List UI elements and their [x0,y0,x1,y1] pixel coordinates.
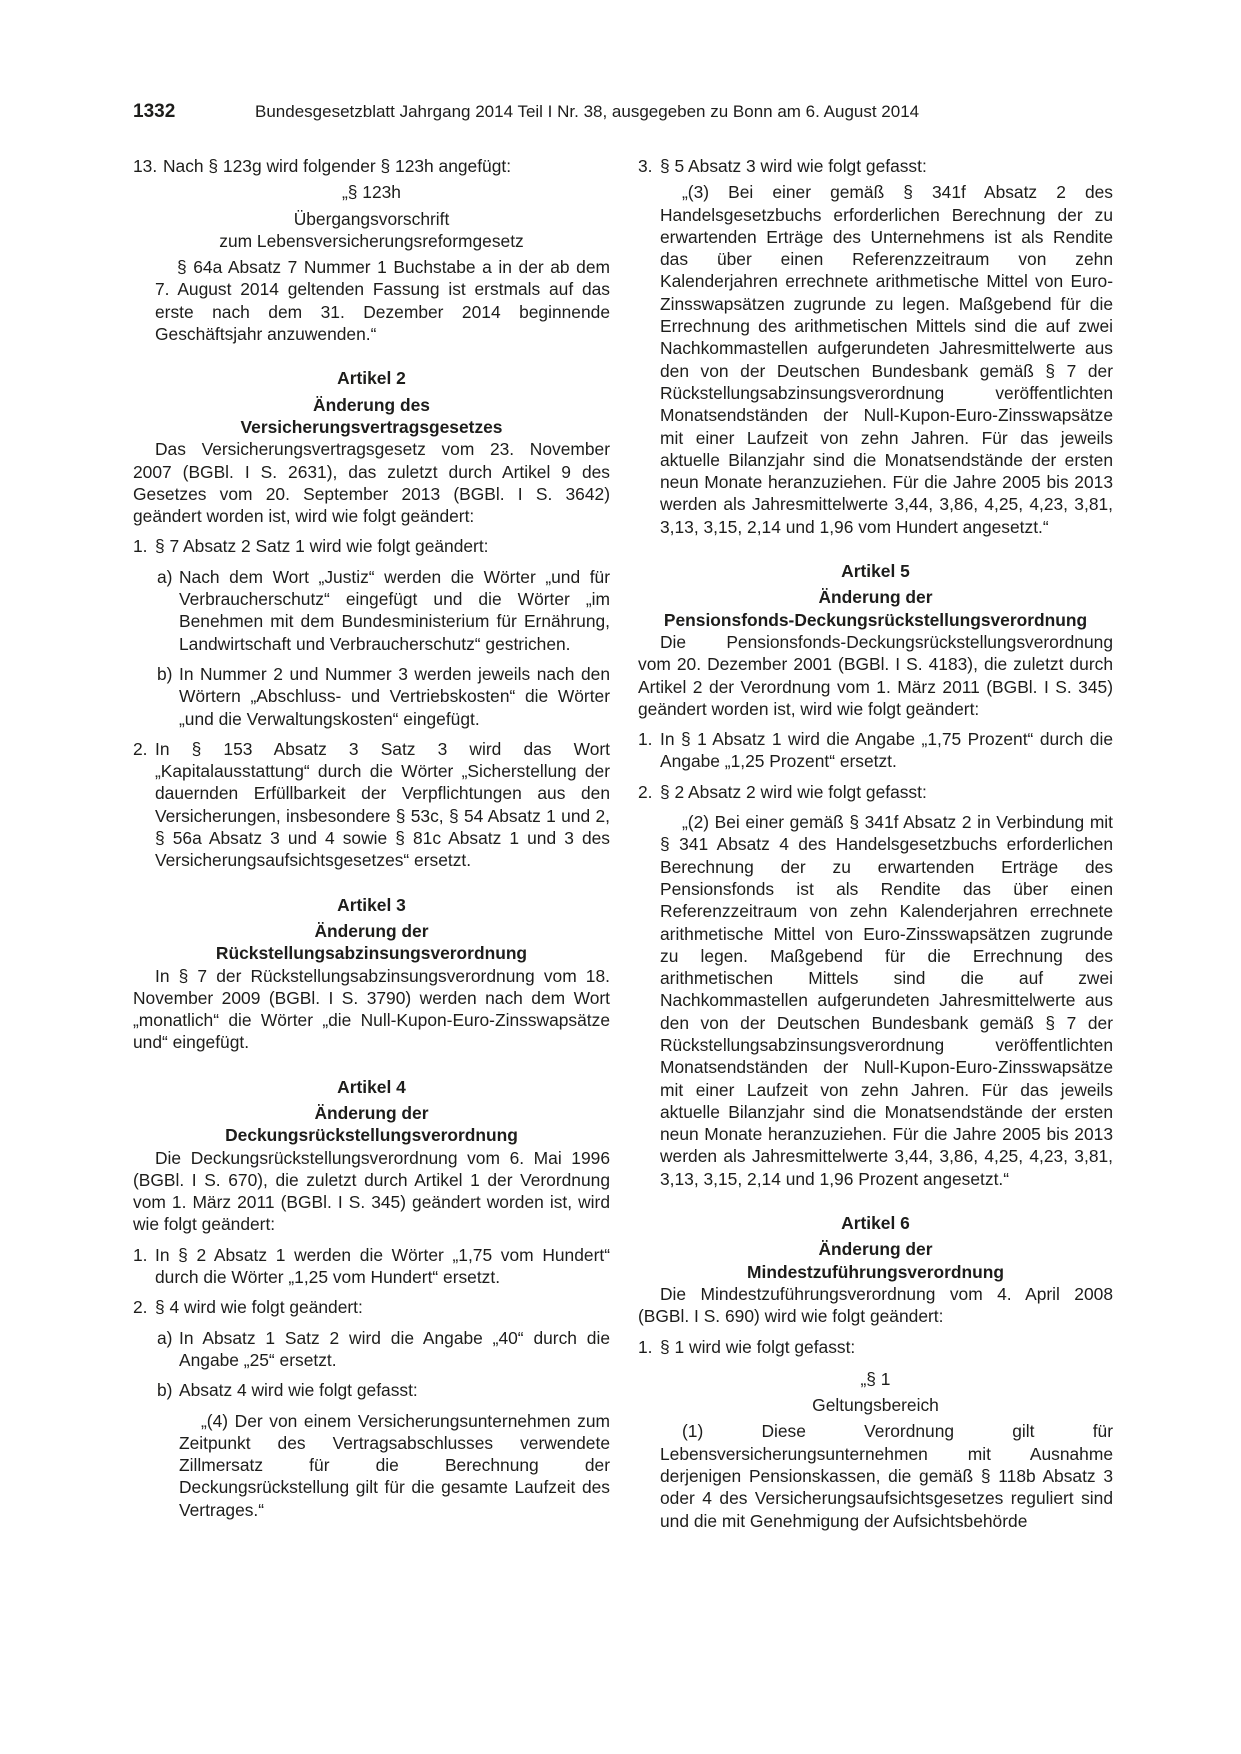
item-text: Nach § 123g wird folgender § 123h angefügt: [163,156,512,176]
section-123h-heading: „§ 123h [342,182,401,203]
item-text: In Absatz 1 Satz 2 wird die Angabe „40“ durch die Angabe „25“ ersetzt. [179,1327,610,1370]
article-5-title-line1: Änderung der [818,587,933,608]
item-13 [133,155,610,177]
item-number: 1. [638,1336,653,1357]
item-number: 1. [638,729,653,750]
item-number: 13. [133,156,158,176]
article-4-item-2a [133,1327,610,1372]
article-5-item-2 [638,781,1113,803]
article-5-title-line2: Pensionsfonds-Deckungsrückstellungsverordnung [663,609,1088,630]
article-2-item-1 [133,535,610,557]
item-text: Absatz 4 wird wie folgt gefasst: [179,1380,418,1401]
article-6-title-line2: Mindestzuführungsverordnung [747,1261,1004,1282]
item-number: 2. [638,781,653,802]
article-2-label: Artikel 2 [337,368,406,389]
page-header [133,101,988,125]
item-number: 2. [133,1297,148,1318]
section-123h-title-line1: Übergangsvorschrift [293,208,450,229]
page-number: 1332 [133,101,176,122]
article-3-label: Artikel 3 [337,894,406,915]
item-letter: a) [157,566,173,587]
item-text: § 2 Absatz 2 wird wie folgt gefasst: [660,781,927,802]
article-3-title-line1: Änderung der [314,920,429,941]
item-text: § 1 wird wie folgt gefasst: [660,1336,856,1357]
article-5-quoted-paragraph: „(2) Bei einer gemäß § 341f Absatz 2 in Verbindung mit § 341 Absatz 4 des Handelsgesetzbuchs erforderlichen Berechnung der zu erwartenden Erträge des Pensionsfonds ist als Rendite das über einen Referenzzeitraum von zehn Kalenderjahren errechnete arithmetische Mittel von Euro-Zinsswapsätzen zugrunde zu legen. Maßgebend für die Errechnung des arithmetischen Mittels sind die auf zwei Nachkommastellen aufgerundeten Jahresmittelwerte aus den von der Deutschen Bundesbank gemäß § 7 der Rückstellungsabzinsungsverordnung veröffentlichten Monatsendständen der Null-Kupon-Euro-Zinsswapsätze mit einer Laufzeit von zehn Jahren. Für das jeweils aktuelle Bilanzjahr sind die Monatsendstände der ersten neun Monate heranzuziehen. Für die Jahre 2005 bis 2013 werden als Jahresmittelwerte 3,44, 3,86, 4,25, 4,23, 3,81, 3,13, 3,15, 2,14 und 1,96 Prozent angesetzt.“ [660,812,1113,1189]
section-1-title: Geltungsbereich [812,1395,939,1416]
item-letter: b) [157,1380,173,1401]
section-123h-body: § 64a Absatz 7 Nummer 1 Buchstabe a in der ab dem 7. August 2014 geltenden Fassung ist erstmals auf das erste nach dem 31. Dezember 2014 beginnende Geschäftsjahr anzuwenden.“ [155,257,610,345]
item-number: 1. [133,1244,148,1265]
item-text: § 4 wird wie folgt geändert: [155,1297,363,1318]
item-text: Nach dem Wort „Justiz“ werden die Wörter „und für Verbraucherschutz“ eingefügt und die Wörter „im Benehmen mit dem Bundesministerium für Ernährung, Landwirtschaft und Verbraucherschutz“ gestrichen. [179,566,610,654]
section-123h-title-line2: zum Lebensversicherungsreformgesetz [219,230,524,251]
article-6-intro: Die Mindestzuführungsverordnung vom 4. April 2008 (BGBl. I S. 690) wird wie folgt geändert: [638,1283,1113,1327]
article-5-item-1 [638,728,1113,773]
article-3-title-line2: Rückstellungsabzinsungsverordnung [215,943,528,964]
article-5-label: Artikel 5 [841,561,910,582]
item-number: 1. [133,536,148,557]
article-4-quoted-paragraph: „(4) Der von einem Versicherungsunternehmen zum Zeitpunkt des Vertragsabschlusses verwendete Zillmersatz für die Berechnung der Deckungsrückstellung gilt für die gesamte Laufzeit des Vertrages.“ [179,1410,610,1520]
item-text: In Nummer 2 und Nummer 3 werden jeweils nach den Wörtern „Abschluss- und Vertriebskosten“ die Wörter „und die Verwaltungskosten“ eingefügt. [179,663,610,729]
article-4-title-line2: Deckungsrückstellungsverordnung [225,1125,518,1146]
item-text: In § 153 Absatz 3 Satz 3 wird das Wort „Kapitalausstattung“ durch die Wörter „Sicherstellung der dauernden Erfüllbarkeit der Verpflichtungen aus den Versicherungen, insbesondere § 53c, § 54 Absatz 1 und 2, § 56a Absatz 3 und 4 sowie § 81c Absatz 1 und 3 des Versicherungsaufsichtsgesetzes“ ersetzt. [155,738,610,871]
item-3 [638,155,1113,177]
article-3-body: In § 7 der Rückstellungsabzinsungsverordnung vom 18. November 2009 (BGBl. I S. 3790) werden nach dem Wort „monatlich“ die Wörter „die Null-Kupon-Euro-Zinsswapsätze und“ eingefügt. [133,965,610,1053]
item-text: In § 1 Absatz 1 wird die Angabe „1,75 Prozent“ durch die Angabe „1,25 Prozent“ ersetzt. [660,729,1113,772]
left-column [133,155,610,1521]
article-4-item-2 [133,1296,610,1318]
item-text: § 7 Absatz 2 Satz 1 wird wie folgt geändert: [155,536,489,557]
article-2-title-line2: Versicherungsvertragsgesetzes [240,416,503,437]
item-text: In § 2 Absatz 1 werden die Wörter „1,75 vom Hundert“ durch die Wörter „1,25 vom Hundert“ ersetzt. [155,1244,610,1288]
article-4-item-1 [133,1244,610,1289]
section-1-body: (1) Diese Verordnung gilt für Lebensversicherungsunternehmen mit Ausnahme derjenigen Pensionskassen, die gemäß § 118b Absatz 3 oder 4 des Versicherungsaufsichtsgesetzes reguliert sind und die mit Genehmigung der Aufsichtsbehörde [660,1421,1113,1531]
article-4-intro: Die Deckungsrückstellungsverordnung vom 6. Mai 1996 (BGBl. I S. 670), die zuletzt durch Artikel 1 der Verordnung vom 1. März 2011 (BGBl. I S. 345) geändert worden ist, wird wie folgt geändert: [133,1147,610,1235]
item-text: § 5 Absatz 3 wird wie folgt gefasst: [660,156,927,176]
article-4-label: Artikel 4 [337,1076,406,1097]
item-letter: b) [157,663,173,684]
article-2-item-2 [133,738,610,872]
article-5-intro: Die Pensionsfonds-Deckungsrückstellungsverordnung vom 20. Dezember 2001 (BGBl. I S. 4183), die zuletzt durch Artikel 2 der Verordnung vom 1. März 2011 (BGBl. I S. 345) geändert worden ist, wird wie folgt geändert: [638,631,1113,719]
article-4-title-line1: Änderung der [314,1102,429,1123]
item-letter: a) [157,1327,173,1348]
article-6-title-line1: Änderung der [818,1239,933,1260]
article-2-item-1a [133,566,610,655]
section-1-heading: „§ 1 [860,1368,891,1389]
article-2-title-line1: Änderung des [313,394,430,415]
item-number: 2. [133,738,148,759]
running-title: Bundesgesetzblatt Jahrgang 2014 Teil I Nr. 38, ausgegeben zu Bonn am 6. August 2014 [255,102,920,121]
section-5-quoted-paragraph: „(3) Bei einer gemäß § 341f Absatz 2 des Handelsgesetzbuchs erforderlichen Berechnung der zu erwartenden Erträge des Unternehmens ist als Rendite das über einen Referenzzeitraum von zehn Kalenderjahren errechnete arithmetische Mittel von Euro-Zinsswapsätzen zugrunde zu legen. Maßgebend für die Errechnung des arithmetischen Mittels sind die auf zwei Nachkommastellen aufgerundeten Jahresmittelwerte aus den von der Deutschen Bundesbank gemäß § 7 der Rückstellungsabzinsungsverordnung veröffentlichten Monatsendständen der Null-Kupon-Euro-Zinsswapsätze mit einer Laufzeit von zehn Jahren. Für das jeweils aktuelle Bilanzjahr sind die Monatsendstände der ersten neun Monate heranzuziehen. Für die Jahre 2005 bis 2013 werden als Jahresmittelwerte 3,44, 3,86, 4,25, 4,23, 3,81, 3,13, 3,15, 2,14 und 1,96 vom Hundert angesetzt.“ [660,182,1113,537]
article-6-item-1 [638,1336,1113,1358]
article-6-label: Artikel 6 [841,1213,910,1234]
right-column [638,155,1113,1532]
article-2-item-1b [133,663,610,730]
article-4-item-2b [133,1379,610,1401]
item-number: 3. [638,156,653,176]
article-2-intro: Das Versicherungsvertragsgesetz vom 23. November 2007 (BGBl. I S. 2631), das zuletzt durch Artikel 9 des Gesetzes vom 20. September 2013 (BGBl. I S. 3642) geändert worden ist, wird wie folgt geändert: [133,439,610,527]
